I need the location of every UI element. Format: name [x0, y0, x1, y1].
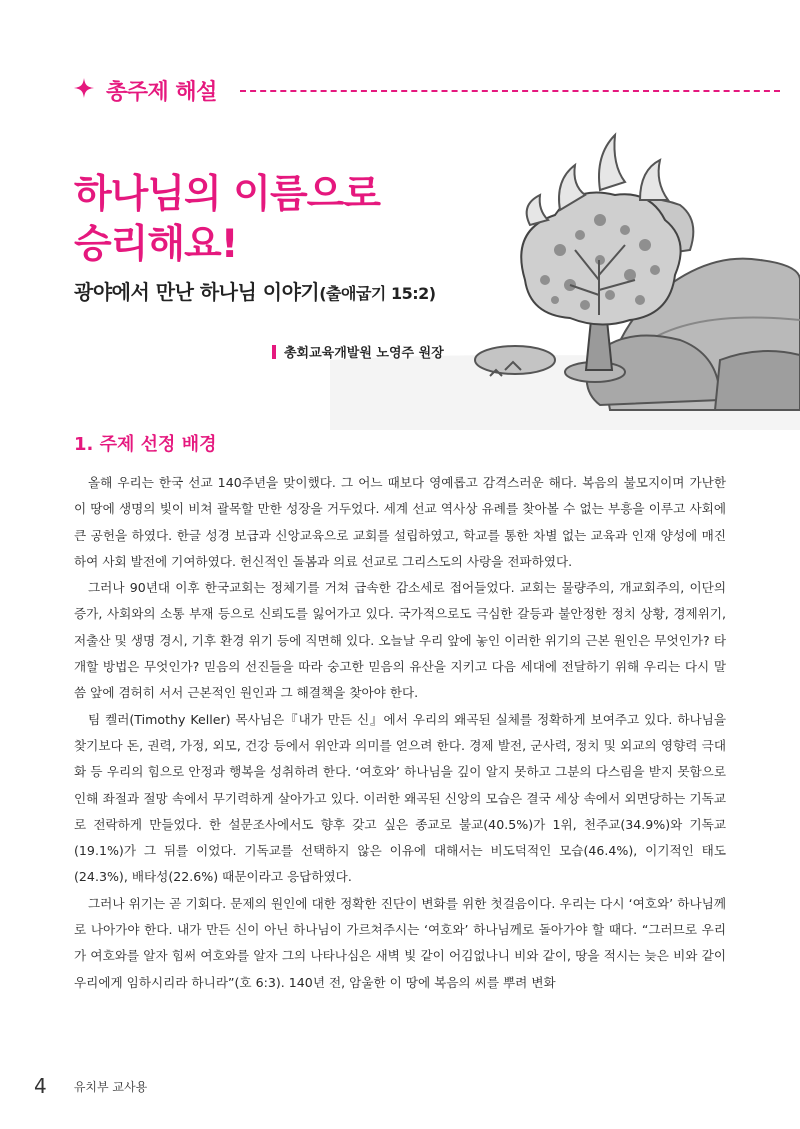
section-header — [74, 72, 780, 108]
author-marker — [272, 345, 276, 359]
title-line-2: 승리해요! — [74, 222, 238, 267]
page-footer — [34, 1074, 147, 1098]
body-text — [74, 470, 726, 996]
burning-bush-illustration — [0, 110, 800, 430]
author-name: 총회교육개발원 노영주 원장 — [284, 346, 444, 361]
paragraph: 그러나 위기는 곧 기회다. 문제의 원인에 대한 정확한 진단이 변화를 위한 첫걸음이다. 우리는 다시 ‘여호와’ 하나님께로 나아가야 한다. 내가 만든 신이 아닌 하나님이 가르쳐주시는 ‘여호와’ 하나님께로 돌아가야 할 때다. “그러므로 우리가 여호와를 알자 힘써 여호와를 알자 그의 나타나심은 새벽 빛 같이 어김없나니 비와 같이, 땅을 적시는 늦은 비와 같이 우리에게 임하시리라 하니라”(호 6:3). 140년 전, 암울한 이 땅에 복음의 씨를 뿌려 변화 — [74, 895, 726, 990]
paragraph: 올해 우리는 한국 선교 140주년을 맞이했다. 그 어느 때보다 영예롭고 감격스러운 해다. 복음의 불모지이며 가난한 이 땅에 생명의 빛이 비쳐 괄목할 만한 성장을 거두었다. 세계 선교 역사상 유례를 찾아볼 수 없는 부흥을 이루고 사회에 큰 공헌을 하였다. 한글 성경 보급과 신앙교육으로 교회를 설립하였고, 학교를 통한 차별 없는 교육과 인재 양성에 매진하여 사회 발전에 기여하였다. 헌신적인 돌봄과 의료 선교로 그리스도의 사랑을 전파하였다. — [74, 475, 726, 569]
paragraph: 그러나 90년대 이후 한국교회는 정체기를 거쳐 급속한 감소세로 접어들었다. 교회는 물량주의, 개교회주의, 이단의 증가, 사회와의 소통 부재 등으로 신뢰도를 잃어가고 있다. 국가적으로도 극심한 갈등과 불안정한 정치 상황, 경제위기, 저출산 및 생명 경시, 기후 환경 위기 등에 직면해 있다. 오늘날 우리 앞에 놓인 이러한 위기의 근본 원인은 무엇인가? 타개할 방법은 무엇인가? 믿음의 선진들을 따라 숭고한 믿음의 유산을 지키고 다음 세대에 전달하기 위해 우리는 다시 말씀 앞에 겸허히 서서 근본적인 원인과 그 해결책을 찾아야 한다. — [74, 580, 726, 701]
subtitle-reference: (출애굽기 15:2) — [319, 284, 436, 303]
section-title: 1. 주제 선정 배경 — [74, 434, 217, 455]
page-subtitle — [74, 276, 436, 305]
header-label: 총주제 해설 — [106, 80, 217, 105]
book-title: 유치부 교사용 — [73, 1079, 148, 1094]
page-number: 4 — [34, 1074, 47, 1098]
author-line — [272, 342, 444, 361]
paragraph: 팀 켈러(Timothy Keller) 목사님은『내가 만든 신』에서 우리의 왜곡된 실체를 정확하게 보여주고 있다. 하나님을 찾기보다 돈, 권력, 가정, 외모, 건강 등에서 위안과 의미를 얻으려 한다. 경제 발전, 군사력, 정치 및 외교의 영향력 극대화 등 우리의 힘으로 안정과 행복을 성취하려 한다. ‘여호와’ 하나님을 깊이 알지 못하고 그분의 다스림을 받지 못함으로 인해 좌절과 절망 속에서 무기력하게 살아가고 있다. 이러한 왜곡된 신앙의 모습은 결국 세상 속에서 외면당하는 기독교로 전락하게 만들었다. 한 설문조사에서도 향후 갖고 싶은 종교로 불교(40.5%)가 1위, 천주교(34.9%)와 기독교(19.1%)가 그 뒤를 이었다. 기독교를 선택하지 않은 이유에 대해서는 비도덕적인 모습(46.4%), 이기적인 태도(24.3%), 배타성(22.6%) 때문이라고 응답하였다. — [74, 711, 726, 885]
subtitle-main: 광야에서 만난 하나님 이야기 — [74, 280, 320, 304]
diamond-star-icon — [74, 78, 94, 98]
page-title — [74, 170, 404, 270]
title-line-1: 하나님의 이름으로 — [74, 172, 380, 217]
header-dashed-rule — [240, 90, 780, 92]
